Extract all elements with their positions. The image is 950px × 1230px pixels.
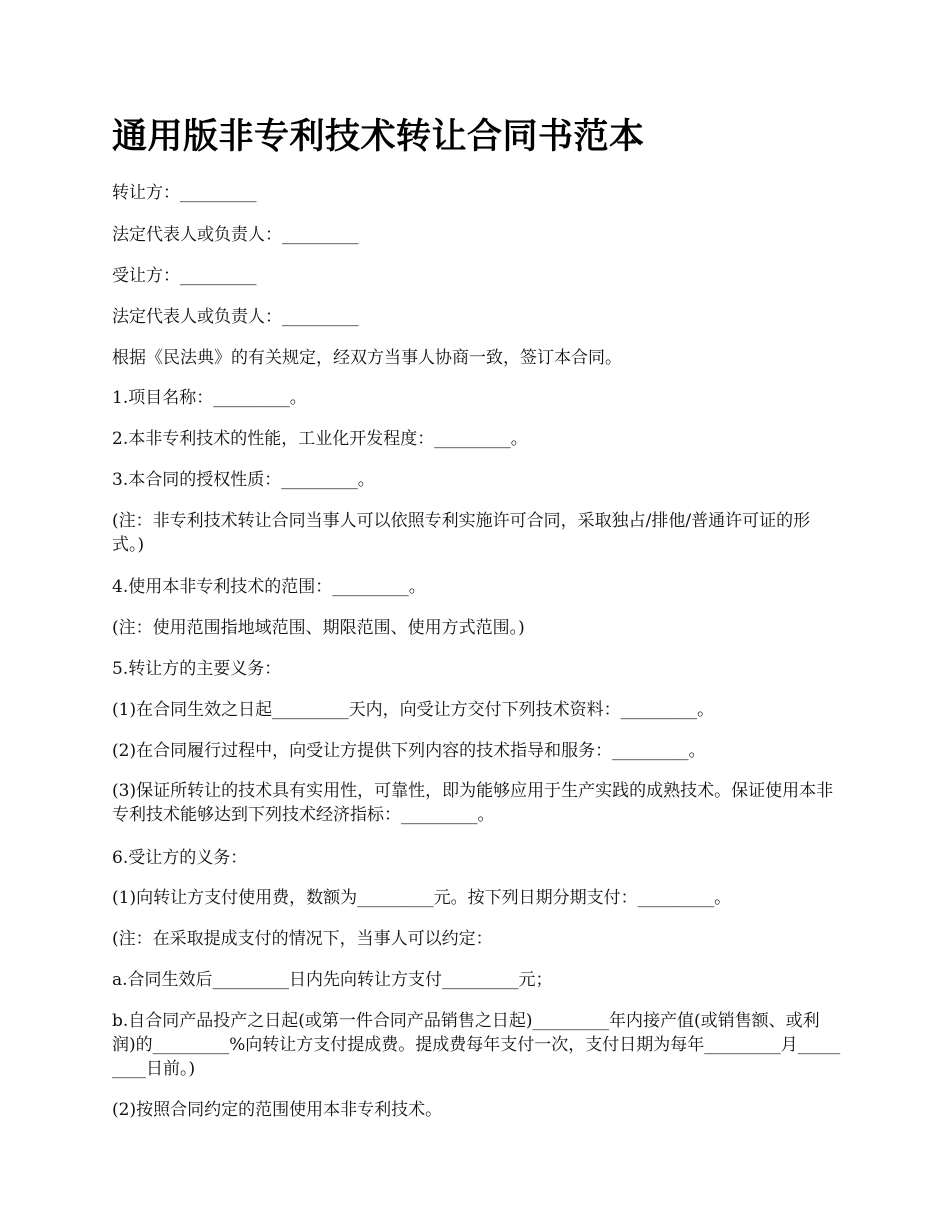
clause-5-item-3: (3)保证所转让的技术具有实用性，可靠性，即为能够应用于生产实践的成熟技术。保证使用本非专利技术能够达到下列技术经济指标：_________。 bbox=[112, 781, 834, 825]
clause-6-item-2: (2)按照合同约定的范围使用本非专利技术。 bbox=[112, 1100, 443, 1120]
clause-1-project-name: 1.项目名称：_________。 bbox=[112, 388, 307, 408]
note-license-forms: (注：非专利技术转让合同当事人可以依照专利实施许可合同，采取独占/排他/普通许可证的形式。) bbox=[112, 511, 811, 555]
clause-4-scope: 4.使用本非专利技术的范围：_________。 bbox=[112, 577, 426, 597]
note-royalty-b: b.自合同产品投产之日起(或第一件合同产品销售之日起)_________年内接产值(或销售额、或利润)的_________%向转让方支付提成费。提成费每年支付一次，支付日期为每年_________月_________日前。) bbox=[112, 1011, 841, 1079]
clause-6-item-1: (1)向转让方支付使用费，数额为_________元。按下列日期分期支付：_________。 bbox=[112, 888, 732, 908]
clause-3-license-nature: 3.本合同的授权性质：_________。 bbox=[112, 470, 375, 490]
document-title: 通用版非专利技术转让合同书范本 bbox=[112, 117, 645, 157]
note-royalty-a: a.合同生效后_________日内先向转让方支付_________元； bbox=[112, 970, 553, 990]
transferee-line: 受让方：_________ bbox=[112, 266, 257, 286]
note-royalty: (注：在采取提成支付的情况下，当事人可以约定： bbox=[112, 929, 493, 949]
preamble-paragraph: 根据《民法典》的有关规定，经双方当事人协商一致，签订本合同。 bbox=[112, 348, 622, 368]
clause-5-item-1: (1)在合同生效之日起_________天内，向受让方交付下列技术资料：_________。 bbox=[112, 700, 715, 720]
clause-6-transferee-duties: 6.受让方的义务： bbox=[112, 848, 248, 868]
clause-5-transferor-duties: 5.转让方的主要义务： bbox=[112, 659, 282, 679]
clause-5-item-2: (2)在合同履行过程中，向受让方提供下列内容的技术指导和服务：_________。 bbox=[112, 741, 706, 761]
transferor-representative-line: 法定代表人或负责人：_________ bbox=[112, 225, 359, 245]
note-scope: (注：使用范围指地域范围、期限范围、使用方式范围。) bbox=[112, 618, 525, 638]
transferor-line: 转让方：_________ bbox=[112, 183, 257, 203]
clause-2-performance: 2.本非专利技术的性能，工业化开发程度：_________。 bbox=[112, 429, 528, 449]
transferee-representative-line: 法定代表人或负责人：_________ bbox=[112, 307, 359, 327]
